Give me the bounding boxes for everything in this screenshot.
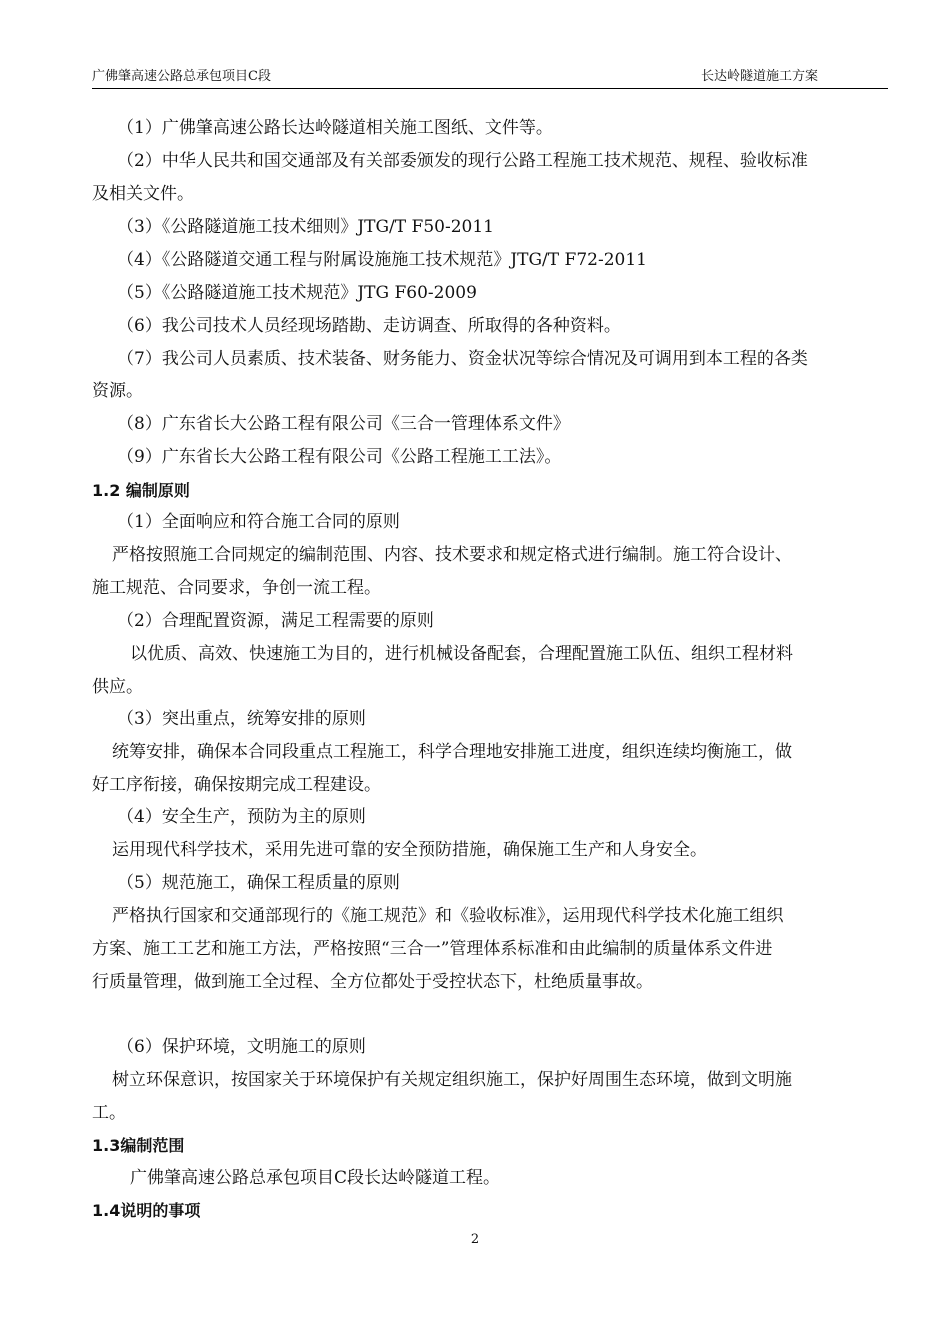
paragraph-line: （4）《公路隧道交通工程与附属设施施工技术规范》JTG/T F72-2011 xyxy=(117,250,647,270)
paragraph-line: 树立环保意识，按国家关于环境保护有关规定组织施工，保护好周围生态环境，做到文明施 xyxy=(112,1070,792,1090)
paragraph-line: （5）《公路隧道施工技术规范》JTG F60-2009 xyxy=(117,283,477,303)
paragraph-line: （3）《公路隧道施工技术细则》JTG/T F50-2011 xyxy=(117,217,494,237)
paragraph-line: 工。 xyxy=(92,1103,126,1123)
paragraph-line: 供应。 xyxy=(92,677,143,697)
paragraph-line: 好工序衔接，确保按期完成工程建设。 xyxy=(92,775,381,795)
paragraph-line: 方案、施工工艺和施工方法，严格按照“三合一”管理体系标准和由此编制的质量体系文件进 xyxy=(92,939,773,959)
page-header xyxy=(92,66,888,89)
paragraph-line: （8）广东省长大公路工程有限公司《三合一管理体系文件》 xyxy=(117,414,570,434)
header-project-name: 广佛肇高速公路总承包项目C段 xyxy=(92,69,271,84)
paragraph-line: （2）中华人民共和国交通部及有关部委颁发的现行公路工程施工技术规范、规程、验收标准 xyxy=(117,151,808,171)
header-document-title: 长达岭隧道施工方案 xyxy=(700,69,818,84)
paragraph-line: 严格执行国家和交通部现行的《施工规范》和《验收标准》，运用现代科学技术化施工组织 xyxy=(112,906,784,926)
paragraph-line: 严格按照施工合同规定的编制范围、内容、技术要求和规定格式进行编制。施工符合设计、 xyxy=(112,545,792,565)
paragraph-line: （4）安全生产，预防为主的原则 xyxy=(117,807,366,827)
paragraph-line: 行质量管理，做到施工全过程、全方位都处于受控状态下，杜绝质量事故。 xyxy=(92,972,653,992)
paragraph-line: （1）全面响应和符合施工合同的原则 xyxy=(117,512,400,532)
section-heading: 1.4说明的事项 xyxy=(92,1201,201,1220)
paragraph-line: 及相关文件。 xyxy=(92,184,194,204)
paragraph-line: （2）合理配置资源，满足工程需要的原则 xyxy=(117,611,434,631)
paragraph-line: （6）我公司技术人员经现场踏勘、走访调查、所取得的各种资料。 xyxy=(117,316,621,336)
section-heading: 1.3编制范围 xyxy=(92,1136,185,1155)
paragraph-line: （5）规范施工，确保工程质量的原则 xyxy=(117,873,400,893)
paragraph-line: （3）突出重点，统筹安排的原则 xyxy=(117,709,366,729)
paragraph-line: 以优质、高效、快速施工为目的，进行机械设备配套，合理配置施工队伍、组织工程材料 xyxy=(130,644,793,664)
paragraph-line: 施工规范、合同要求，争创一流工程。 xyxy=(92,578,381,598)
paragraph-line: （1）广佛肇高速公路长达岭隧道相关施工图纸、文件等。 xyxy=(117,118,553,138)
paragraph-line: （7）我公司人员素质、技术装备、财务能力、资金状况等综合情况及可调用到本工程的各类 xyxy=(117,349,808,369)
paragraph-line: （9）广东省长大公路工程有限公司《公路工程施工工法》。 xyxy=(117,447,562,467)
section-heading: 1.2 编制原则 xyxy=(92,481,190,500)
page-number: 2 xyxy=(470,1232,480,1247)
paragraph-line: 资源。 xyxy=(92,381,143,401)
paragraph-line: （6）保护环境，文明施工的原则 xyxy=(117,1037,366,1057)
paragraph-line: 统筹安排，确保本合同段重点工程施工，科学合理地安排施工进度，组织连续均衡施工，做 xyxy=(112,742,792,762)
paragraph-line: 广佛肇高速公路总承包项目C段长达岭隧道工程。 xyxy=(130,1168,501,1188)
paragraph-line: 运用现代科学技术，采用先进可靠的安全预防措施，确保施工生产和人身安全。 xyxy=(112,840,707,860)
